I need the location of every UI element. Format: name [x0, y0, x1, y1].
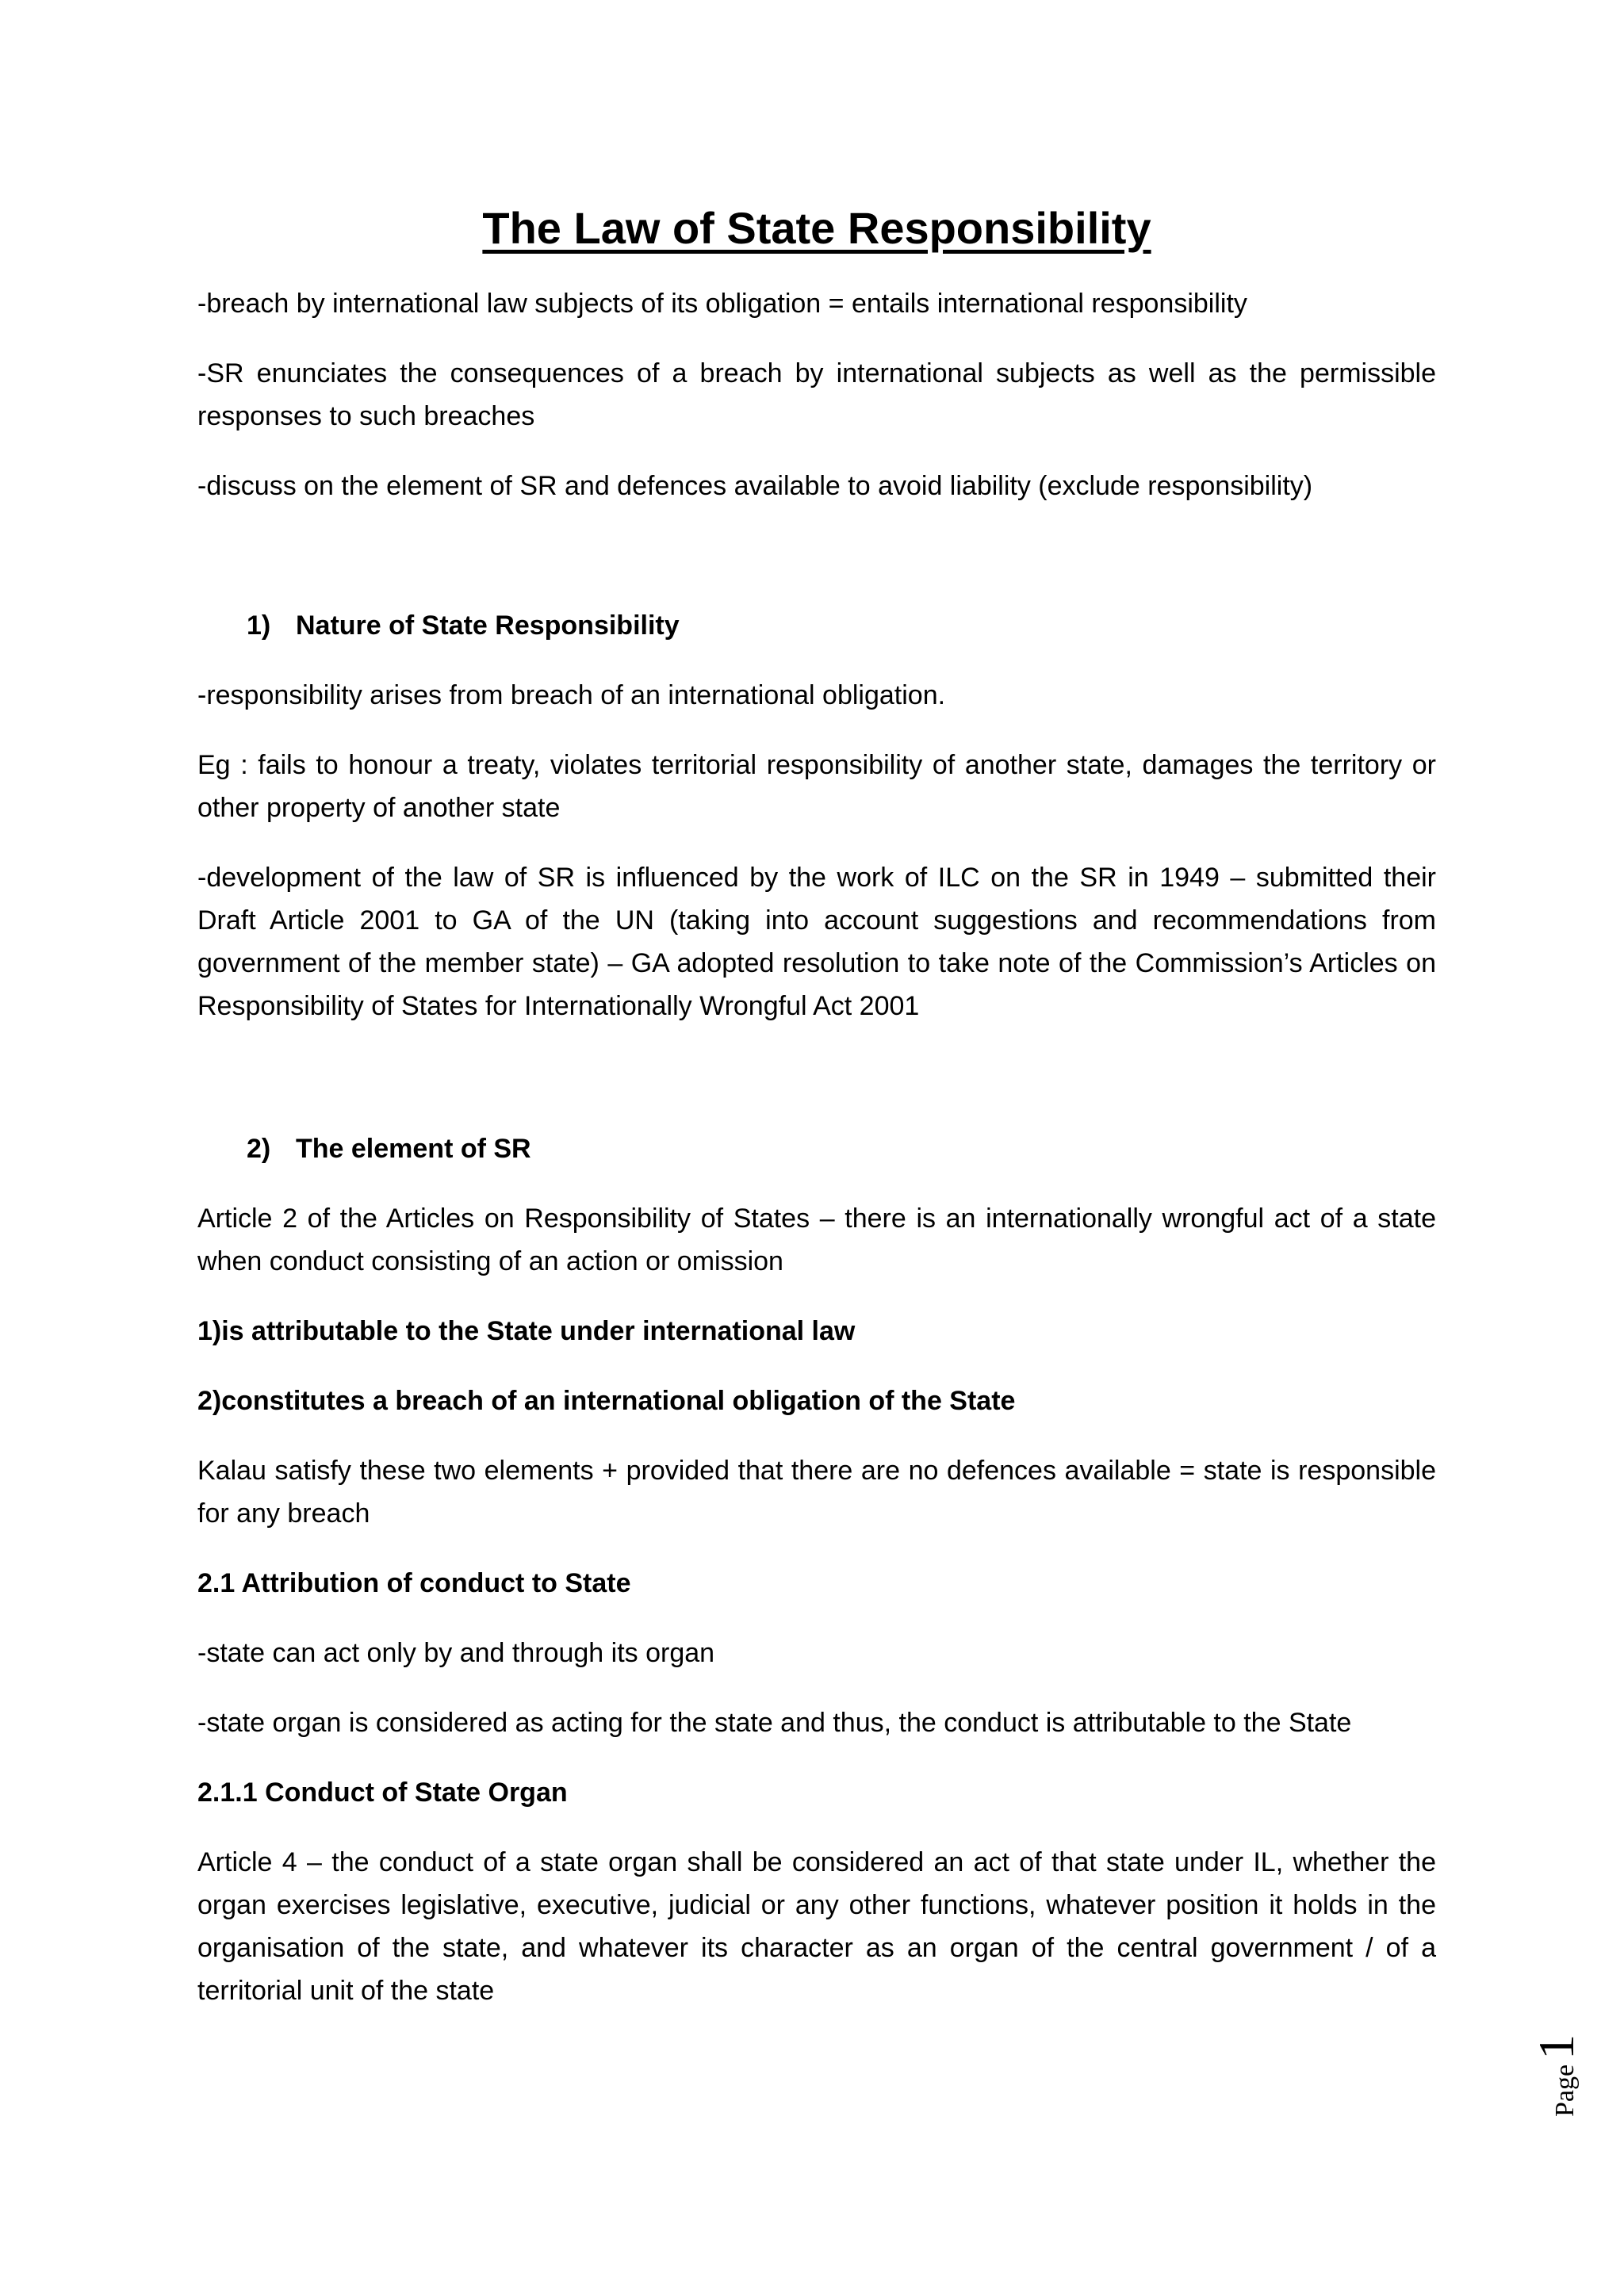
- page-number-rotated: [1526, 2006, 1584, 2117]
- section-1-number: 1): [247, 610, 271, 641]
- spacer: [197, 1054, 1436, 1127]
- intro-paragraph-1: -breach by international law subjects of its obligation = entails international responsibility: [197, 289, 1247, 319]
- kalau-paragraph: Kalau satisfy these two elements + provided that there are no defences available = state is responsible for any breach: [197, 1456, 1436, 1529]
- page-number: [1526, 2006, 1584, 2117]
- document-title: The Law of State Responsibility: [482, 203, 1151, 253]
- intro-paragraph-3: -discuss on the element of SR and defences available to avoid liability (exclude responsibility): [197, 471, 1313, 501]
- section-1-paragraph-1: -responsibility arises from breach of an international obligation.: [197, 680, 946, 710]
- section-1-paragraph-2: Eg : fails to honour a treaty, violates territorial responsibility of another state, damages the territory or other property of another state: [197, 750, 1436, 823]
- element-1: 1)is attributable to the State under international law: [197, 1316, 856, 1346]
- subsection-2-1-paragraph-1: -state can act only by and through its organ: [197, 1638, 715, 1668]
- article-2-paragraph: Article 2 of the Articles on Responsibility of States – there is an internationally wrongful act of a state when conduct consisting of an action or omission: [197, 1203, 1436, 1276]
- section-1-heading: [197, 604, 1436, 647]
- article-4-paragraph: Article 4 – the conduct of a state organ shall be considered an act of that state under IL, whether the organ exercises legislative, executive, judicial or any other functions, whatever position it holds in the organisation of the state, and whatever its character as an organ of the central government / of a territorial unit of the state: [197, 1847, 1436, 2006]
- document-body: [197, 197, 1436, 2039]
- section-2-number: 2): [247, 1134, 271, 1164]
- intro-paragraph-2: -SR enunciates the consequences of a breach by international subjects as well as the permissible responses to such breaches: [197, 358, 1436, 431]
- section-1-title: Nature of State Responsibility: [296, 610, 680, 641]
- section-2-heading: [197, 1127, 1436, 1170]
- subsection-2-1-paragraph-2: -state organ is considered as acting for the state and thus, the conduct is attributable to the State: [197, 1708, 1352, 1738]
- subsection-2-1-1-heading: 2.1.1 Conduct of State Organ: [197, 1777, 568, 1808]
- subsection-2-1-heading: 2.1 Attribution of conduct to State: [197, 1568, 631, 1598]
- element-2: 2)constitutes a breach of an international obligation of the State: [197, 1386, 1016, 1416]
- page-digit: 1: [1528, 2034, 1584, 2060]
- section-1-paragraph-3: -development of the law of SR is influenced by the work of ILC on the SR in 1949 – submitted their Draft Article 2001 to GA of the UN (taking into account suggestions and recommendations from government of the member state) – GA adopted resolution to take note of the Commission’s Articles on Responsibility of States for Internationally Wrongful Act 2001: [197, 863, 1436, 1021]
- section-2-title: The element of SR: [296, 1134, 531, 1164]
- page-word: Page: [1550, 2064, 1580, 2117]
- spacer: [197, 534, 1436, 604]
